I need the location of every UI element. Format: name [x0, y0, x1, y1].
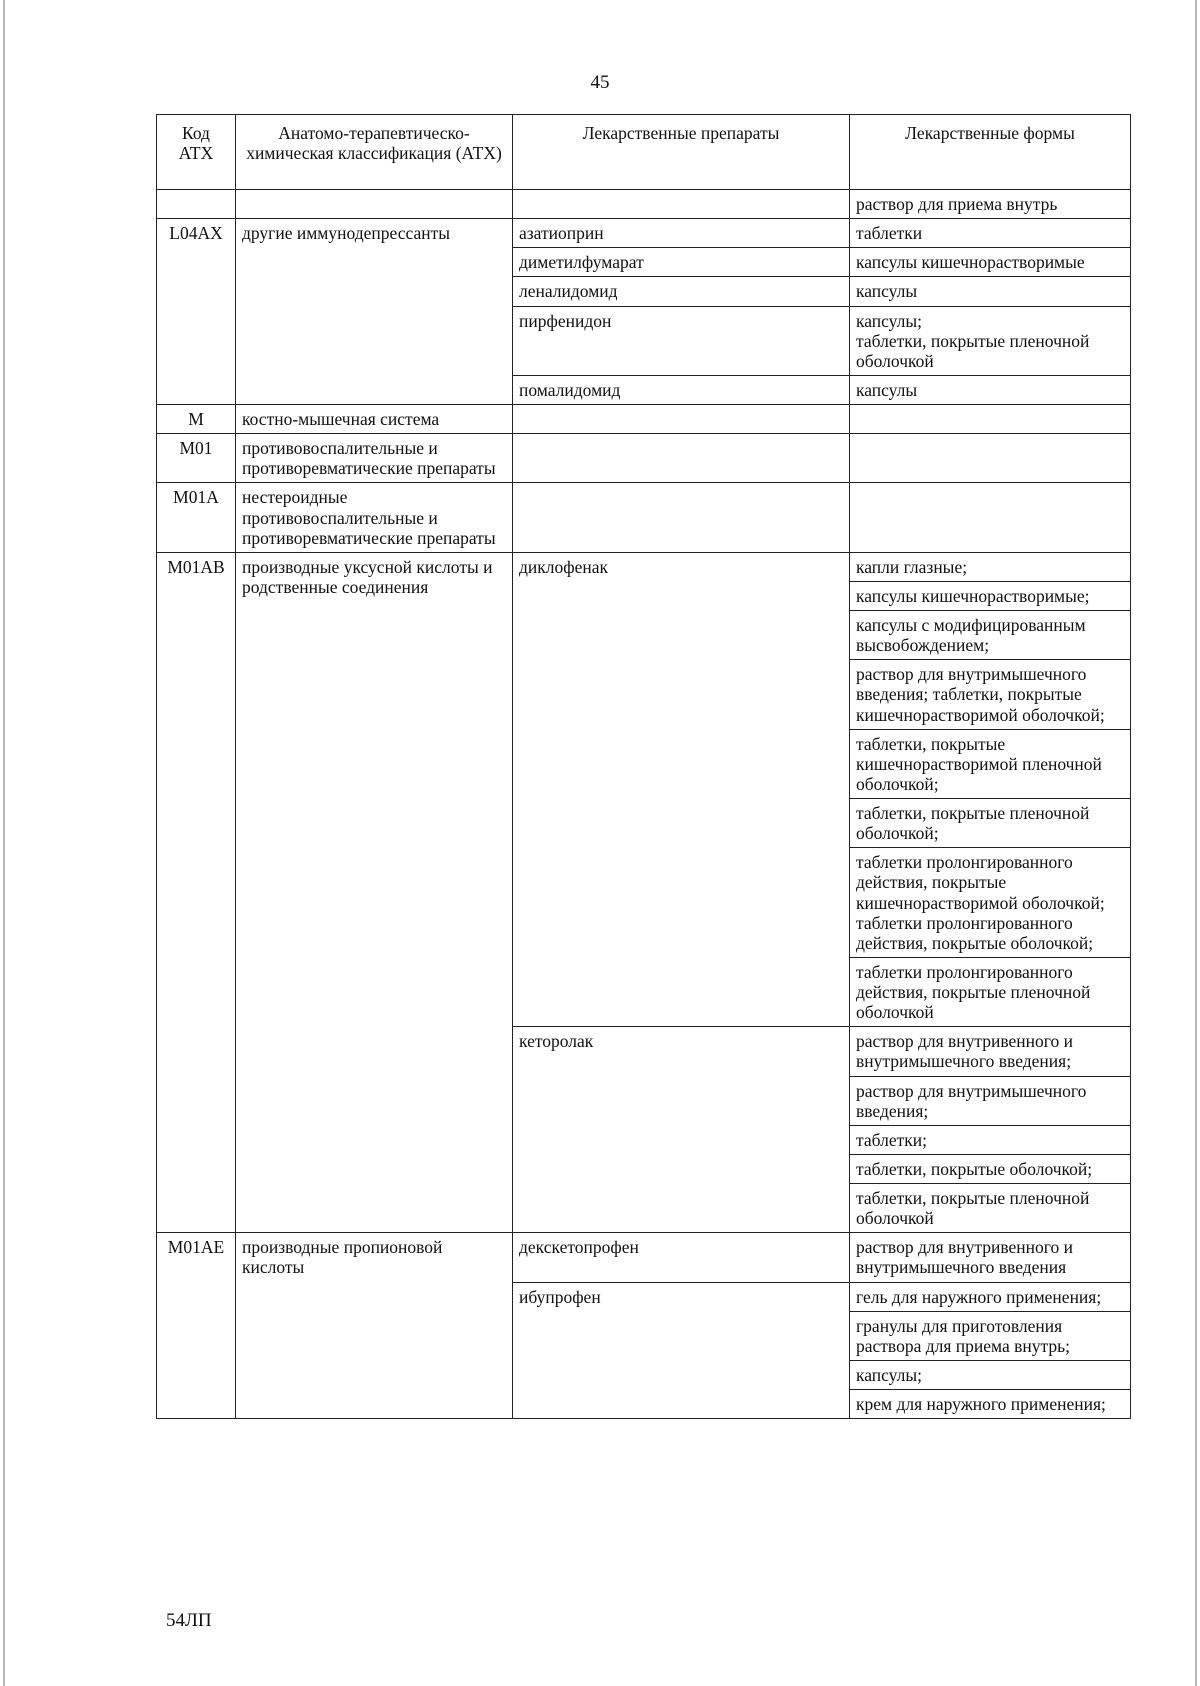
scan-edge-right	[1195, 0, 1197, 1686]
drug-name-cell: диметилфумарат	[513, 248, 850, 277]
drug-name-cell: декскетопрофен	[513, 1233, 850, 1282]
dosage-form-cell: таблетки;	[850, 1125, 1131, 1154]
dosage-form-cell: капсулы	[850, 277, 1131, 306]
table-header-row	[157, 115, 1131, 190]
dosage-form-cell: гранулы для приготовления раствора для приема внутрь;	[850, 1311, 1131, 1360]
atc-code-cell: M01AE	[157, 1233, 236, 1419]
dosage-form-cell: капсулы; таблетки, покрытые пленочной оболочкой	[850, 306, 1131, 375]
drug-name-cell: кеторолак	[513, 1027, 850, 1233]
drug-name-cell: пирфенидон	[513, 306, 850, 375]
atc-classification-cell: производные пропионовой кислоты	[236, 1233, 513, 1419]
header-dosage-forms: Лекарственные формы	[850, 115, 1131, 190]
atc-classification-cell: другие иммунодепрессанты	[236, 219, 513, 405]
dosage-form-cell: раствор для внутримышечного введения;	[850, 1076, 1131, 1125]
table-row	[157, 483, 1131, 552]
dosage-form-cell: капсулы кишечнорастворимые	[850, 248, 1131, 277]
atc-code-cell: M01AB	[157, 552, 236, 1233]
atc-code-cell	[157, 190, 236, 219]
drug-name-cell: азатиоприн	[513, 219, 850, 248]
table-row	[157, 219, 1131, 248]
dosage-form-cell: таблетки, покрытые пленочной оболочкой;	[850, 799, 1131, 848]
scan-edge-left	[3, 0, 5, 1686]
drug-name-cell	[513, 190, 850, 219]
dosage-form-cell	[850, 483, 1131, 552]
table-row	[157, 190, 1131, 219]
header-drugs: Лекарственные препараты	[513, 115, 850, 190]
dosage-form-cell: раствор для внутривенного и внутримышечного введения	[850, 1233, 1131, 1282]
dosage-form-cell	[850, 434, 1131, 483]
atc-code-cell: M01	[157, 434, 236, 483]
drug-name-cell: диклофенак	[513, 552, 850, 1027]
drug-name-cell	[513, 483, 850, 552]
dosage-form-cell: таблетки, покрытые пленочной оболочкой	[850, 1184, 1131, 1233]
atc-code-cell: M01A	[157, 483, 236, 552]
dosage-form-cell: таблетки, покрытые кишечнорастворимой пленочной оболочкой;	[850, 729, 1131, 798]
table-row	[157, 434, 1131, 483]
dosage-form-cell: капсулы;	[850, 1360, 1131, 1389]
document-footer: 54ЛП	[166, 1610, 212, 1631]
table-row	[157, 1233, 1131, 1282]
dosage-form-cell: раствор для внутривенного и внутримышечного введения;	[850, 1027, 1131, 1076]
dosage-form-cell: раствор для внутримышечного введения; таблетки, покрытые кишечнорастворимой оболочкой;	[850, 660, 1131, 729]
atc-classification-cell: противовоспалительные и противоревматические препараты	[236, 434, 513, 483]
drug-name-cell: помалидомид	[513, 375, 850, 404]
dosage-form-cell: капли глазные;	[850, 552, 1131, 581]
dosage-form-cell: таблетки, покрытые оболочкой;	[850, 1154, 1131, 1183]
header-atc-code: Код АТХ	[157, 115, 236, 190]
dosage-form-cell: капсулы кишечнорастворимые;	[850, 581, 1131, 610]
dosage-form-cell: крем для наружного применения;	[850, 1390, 1131, 1419]
table-row	[157, 552, 1131, 581]
dosage-form-cell: раствор для приема внутрь	[850, 190, 1131, 219]
drug-name-cell: ибупрофен	[513, 1282, 850, 1419]
atc-classification-cell: производные уксусной кислоты и родственные соединения	[236, 552, 513, 1233]
header-atc-classification: Анатомо-терапевтическо-химическая классификация (АТХ)	[236, 115, 513, 190]
atc-code-cell: M	[157, 405, 236, 434]
table-row	[157, 405, 1131, 434]
dosage-form-cell: таблетки	[850, 219, 1131, 248]
atc-classification-cell: нестероидные противовоспалительные и противоревматические препараты	[236, 483, 513, 552]
dosage-form-cell: капсулы	[850, 375, 1131, 404]
table-body	[157, 190, 1131, 1419]
atc-classification-cell	[236, 190, 513, 219]
page-number: 45	[590, 72, 610, 93]
dosage-form-cell: капсулы с модифицированным высвобождением;	[850, 611, 1131, 660]
atc-drug-table	[156, 114, 1131, 1419]
atc-classification-cell: костно-мышечная система	[236, 405, 513, 434]
dosage-form-cell: гель для наружного применения;	[850, 1282, 1131, 1311]
drug-name-cell: леналидомид	[513, 277, 850, 306]
drug-name-cell	[513, 405, 850, 434]
atc-code-cell: L04AX	[157, 219, 236, 405]
dosage-form-cell	[850, 405, 1131, 434]
dosage-form-cell: таблетки пролонгированного действия, покрытые кишечнорастворимой оболочкой; таблетки пролонгированного действия, покрытые оболочкой;	[850, 848, 1131, 958]
dosage-form-cell: таблетки пролонгированного действия, покрытые пленочной оболочкой	[850, 957, 1131, 1026]
drug-name-cell	[513, 434, 850, 483]
